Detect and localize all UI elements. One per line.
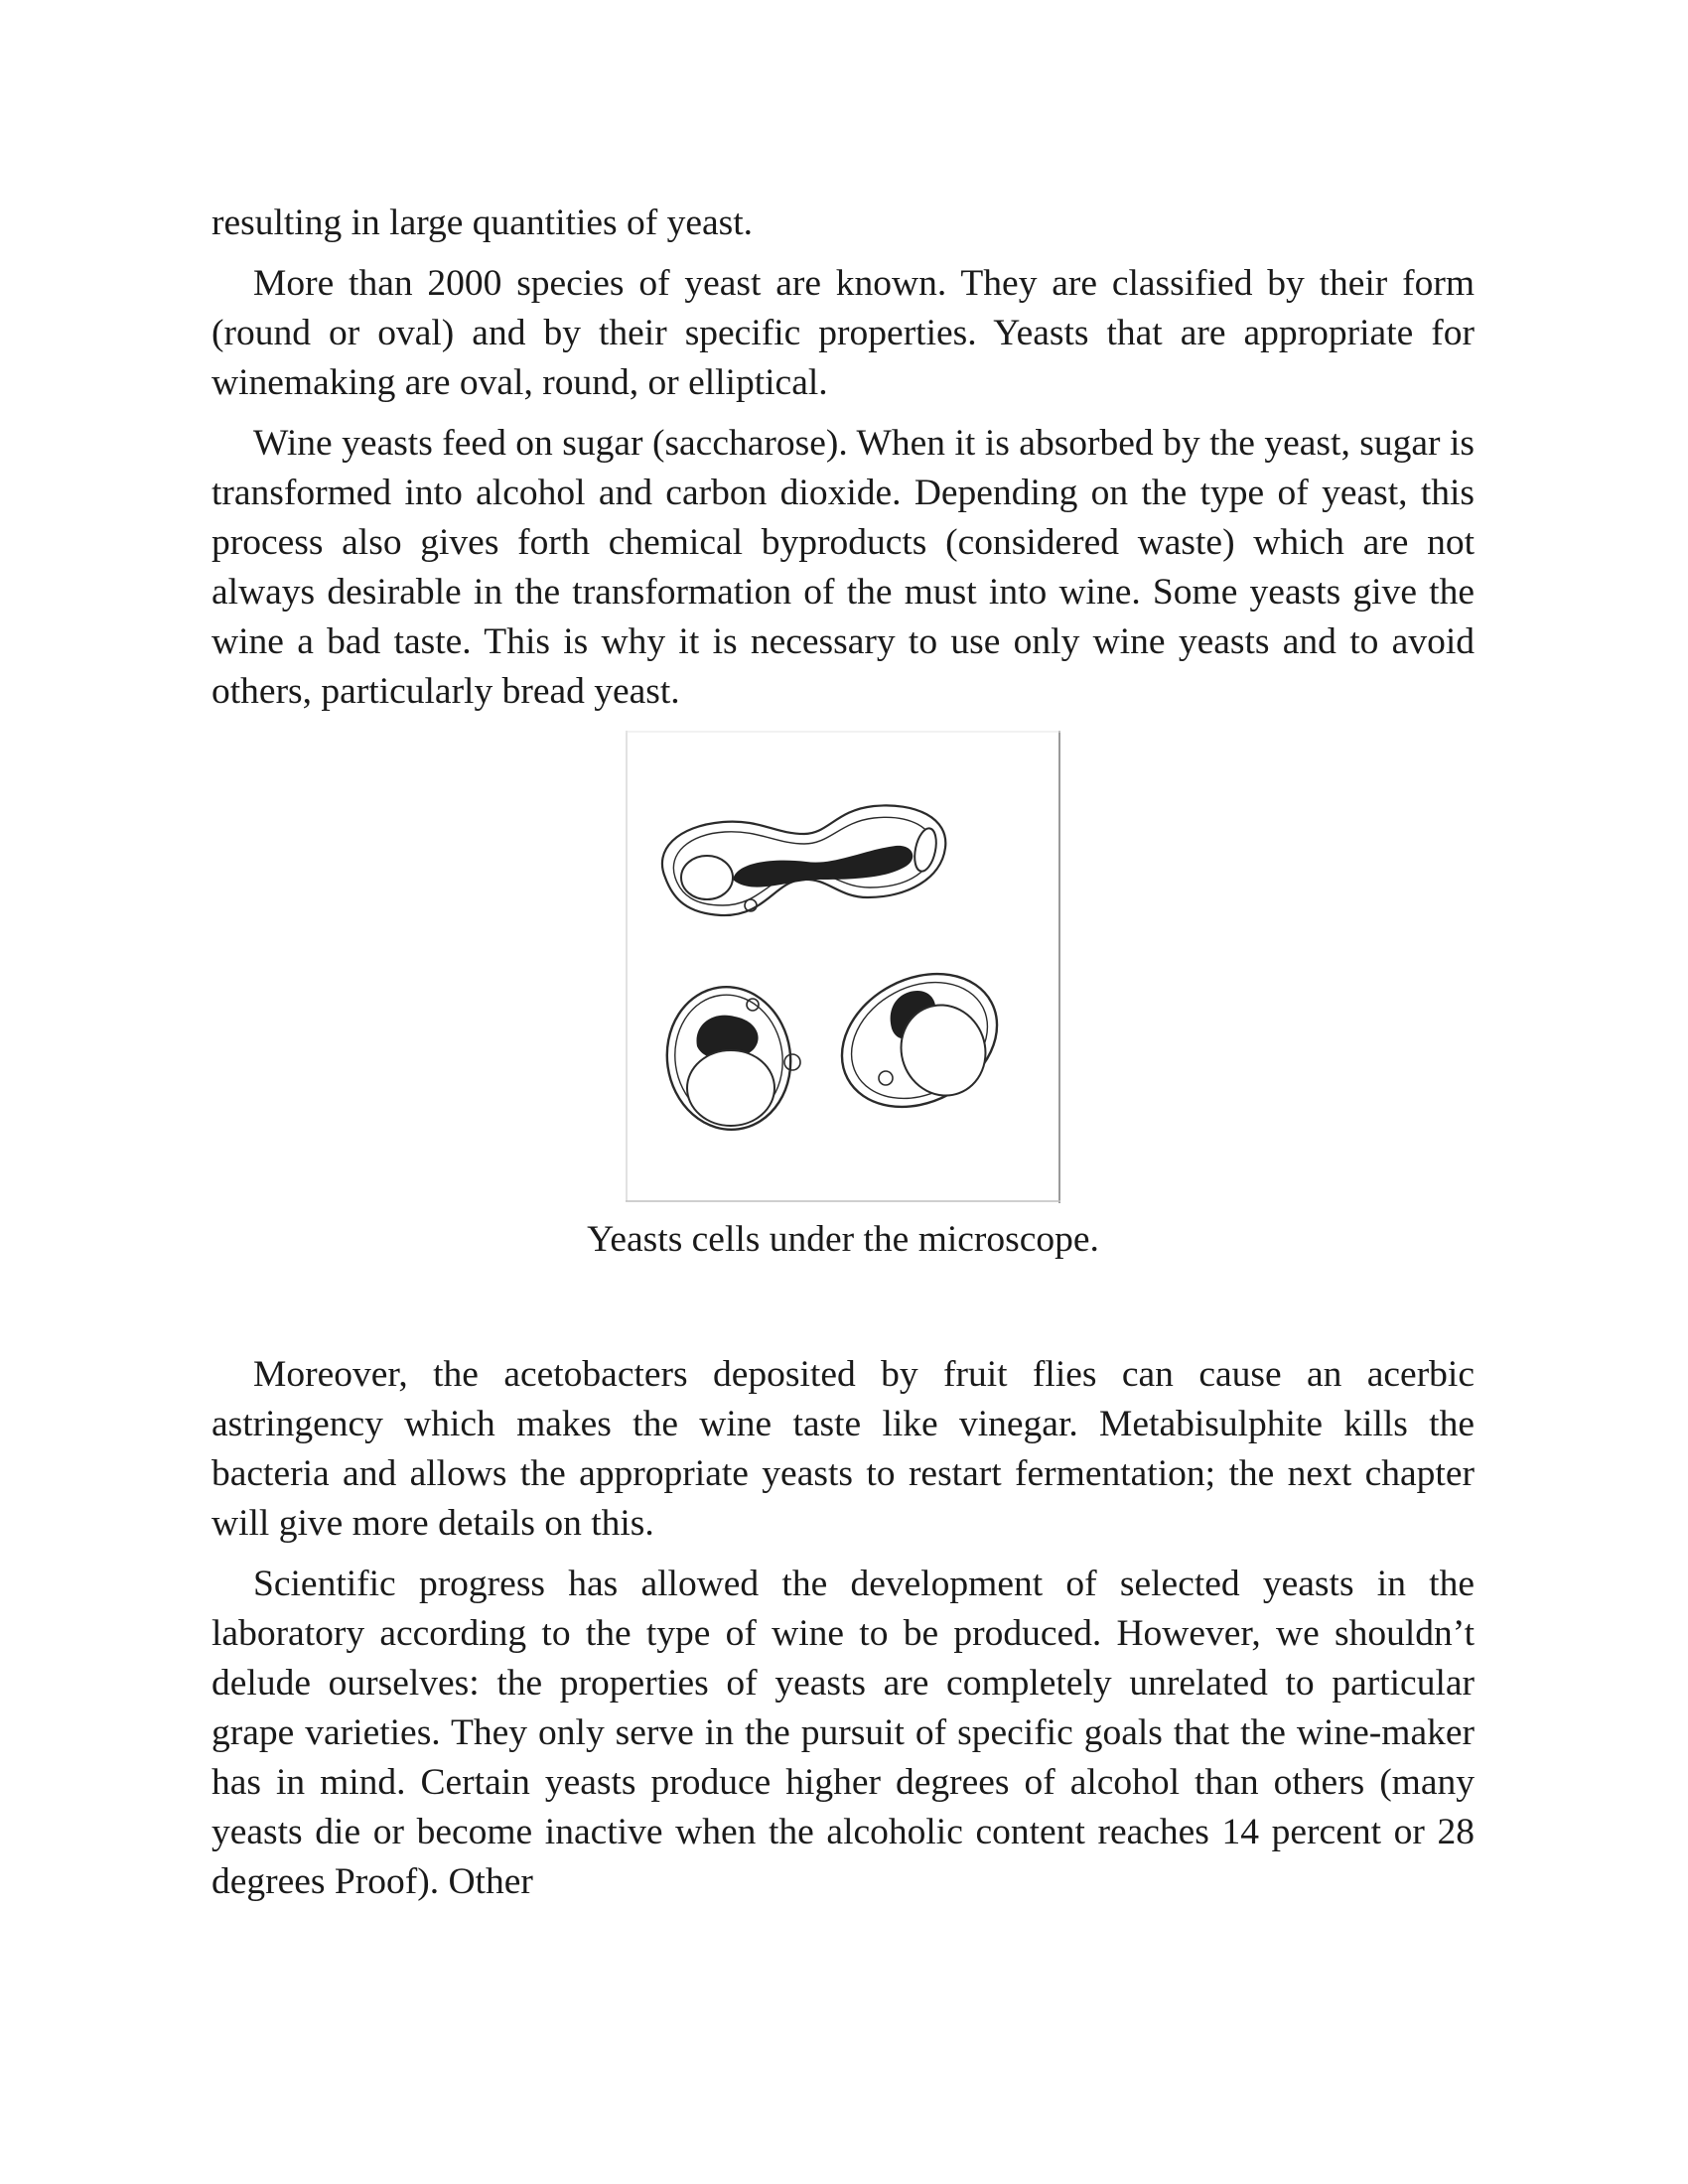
paragraph-wine-yeasts: Wine yeasts feed on sugar (saccharose). When it is absorbed by the yeast, sugar is transformed into alcohol and carbon dioxide. Depending on the type of yeast, this process also gives forth chemical byproducts (considered waste) which are not always desirable in the transformation of the must into wine. Some yeasts give the wine a bad taste. This is why it is necessary to use only wine yeasts and to avoid others, particularly bread yeast. (211, 423, 1475, 712)
paragraph-yeast-species: More than 2000 species of yeast are known. They are classified by their form (round or oval) and by their specific properties. Yeasts that are appropriate for winemaking are oval, round, or elliptical. (211, 263, 1475, 403)
figure-caption: Yeasts cells under the microscope. (587, 1219, 1099, 1260)
yeast-cells-illustration (626, 731, 1062, 1203)
budding-cell-vacuole-right (912, 826, 940, 873)
paragraph-scientific-progress: Scientific progress has allowed the development of selected yeasts in the laboratory according to the type of wine to be produced. However, we shouldn’t delude ourselves: the properties of yeasts are completely unrelated to particular grape varieties. They only serve in the pursuit of specific goals that the wine-maker has in mind. Certain yeasts produce higher degrees of alcohol than others (many yeasts die or become inactive when the alcoholic content reaches 14 percent or 28 degrees Proof). Other (211, 1564, 1475, 1902)
yeast-figure (626, 731, 1062, 1203)
budding-cell-nucleus (733, 846, 913, 887)
document-page (211, 199, 1475, 1907)
paragraph-continuation: resulting in large quantities of yeast. (211, 203, 754, 243)
budding-cell-vacuole-left (681, 856, 733, 899)
round-cell-vacuole (687, 1050, 774, 1126)
paragraph-acetobacters: Moreover, the acetobacters deposited by fruit flies can cause an acerbic astringency which makes the wine taste like vinegar. Metabisulphite kills the bacteria and allows the appropriate yeasts to restart fermentation; the next chapter will give more details on this. (211, 1354, 1475, 1544)
